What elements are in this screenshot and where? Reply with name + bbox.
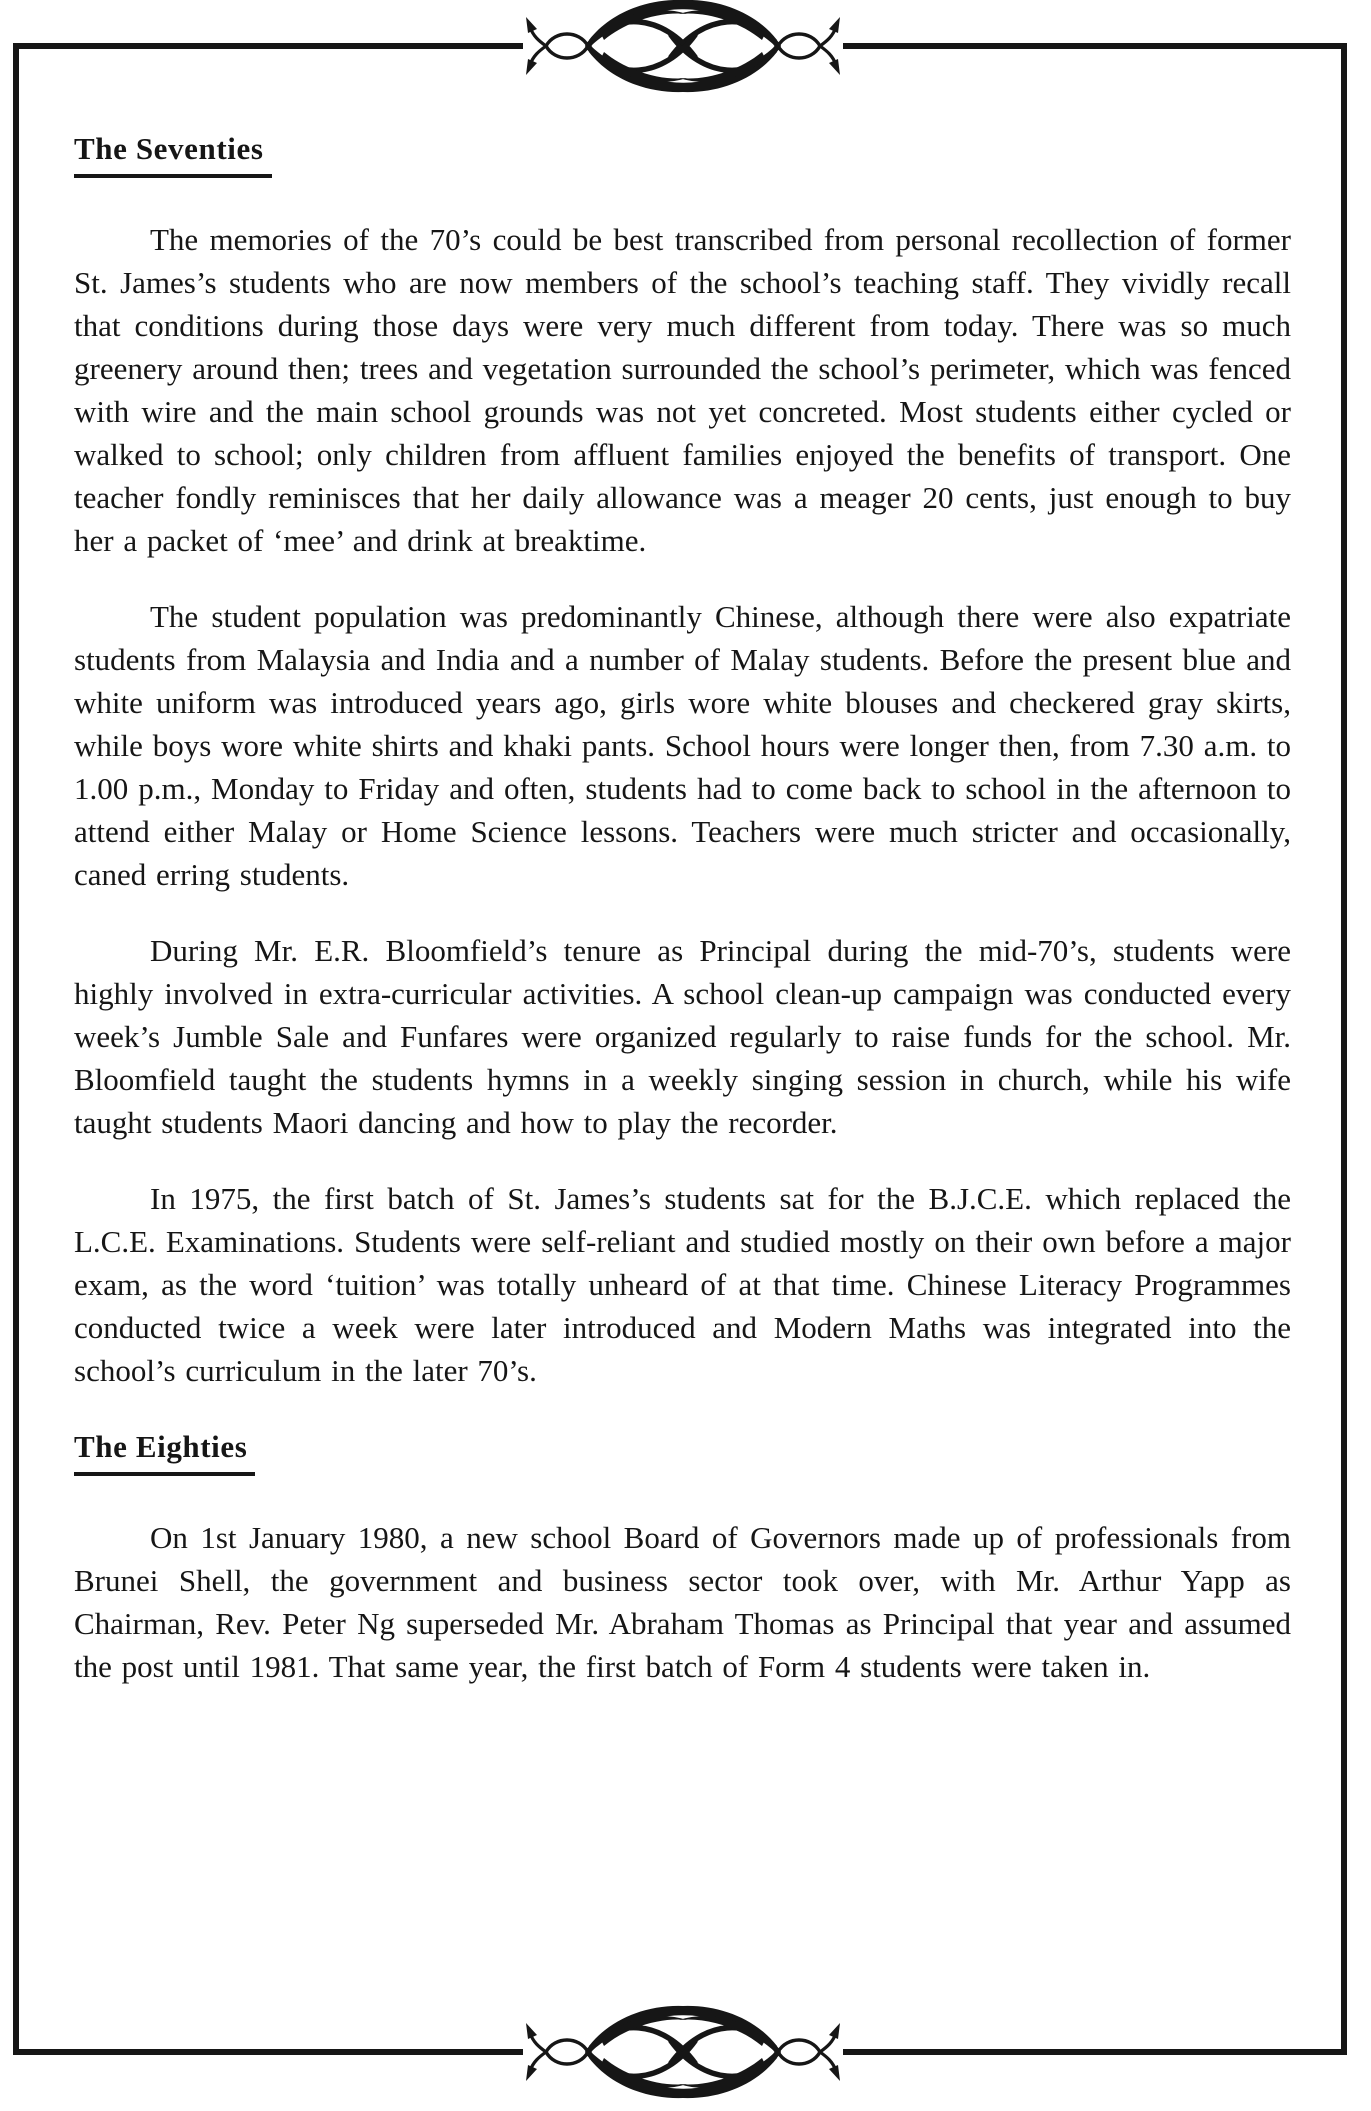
paragraph-seventies-memories: The memories of the 70’s could be best transcribed from personal recollection of former St. James’s students who are now members of the school’s teaching staff. They vividly recall that conditions during those days were very much different from today. There was so much greenery around then; trees and vegetation surrounded the school’s perimeter, which was fenced with wire and the main school grounds was not yet concreted. Most students either cycled or walked to school; only children from affluent families enjoyed the benefits of transport. One teacher fondly reminisces that her daily allowance was a meager 20 cents, just enough to buy her a packet of ‘mee’ and drink at breaktime. bbox=[74, 222, 1291, 558]
paragraph-seventies-population: The student population was predominantly Chinese, although there were also expatriate students from Malaysia and India and a number of Malay students. Before the present blue and white uniform was introduced years ago, girls wore white blouses and checkered gray skirts, while boys wore white shirts and khaki pants. School hours were longer then, from 7.30 a.m. to 1.00 p.m., Monday to Friday and often, students had to come back to school in the afternoon to attend either Malay or Home Science lessons. Teachers were much stricter and occasionally, caned erring students. bbox=[74, 599, 1291, 892]
bottom-flourish-ornament-icon bbox=[523, 1996, 843, 2108]
paragraph-eighties-board: On 1st January 1980, a new school Board of Governors made up of professionals from Brunei Shell, the government and business sector took over, with Mr. Arthur Yapp as Chairman, Rev. Peter Ng superseded Mr. Abraham Thomas as Principal that year and assumed the post until 1981. That same year, the first batch of Form 4 students were taken in. bbox=[74, 1520, 1291, 1684]
paragraph-seventies-bloomfield: During Mr. E.R. Bloomfield’s tenure as Principal during the mid-70’s, students were highly involved in extra-curricular activities. A school clean-up campaign was conducted every week’s Jumble Sale and Funfares were organized regularly to raise funds for the school. Mr. Bloomfield taught the students hymns in a weekly singing session in church, while his wife taught students Maori dancing and how to play the recorder. bbox=[74, 933, 1291, 1140]
heading-the-eighties: The Eighties bbox=[74, 1425, 255, 1476]
heading-the-seventies: The Seventies bbox=[74, 127, 272, 178]
paragraph-seventies-bjce: In 1975, the first batch of St. James’s students sat for the B.J.C.E. which replaced the L.C.E. Examinations. Students were self-reliant and studied mostly on their own before a major exam, as the word ‘tuition’ was totally unheard of at that time. Chinese Literacy Programmes conducted twice a week were later introduced and Modern Maths was integrated into the school’s curriculum in the later 70’s. bbox=[74, 1181, 1291, 1388]
